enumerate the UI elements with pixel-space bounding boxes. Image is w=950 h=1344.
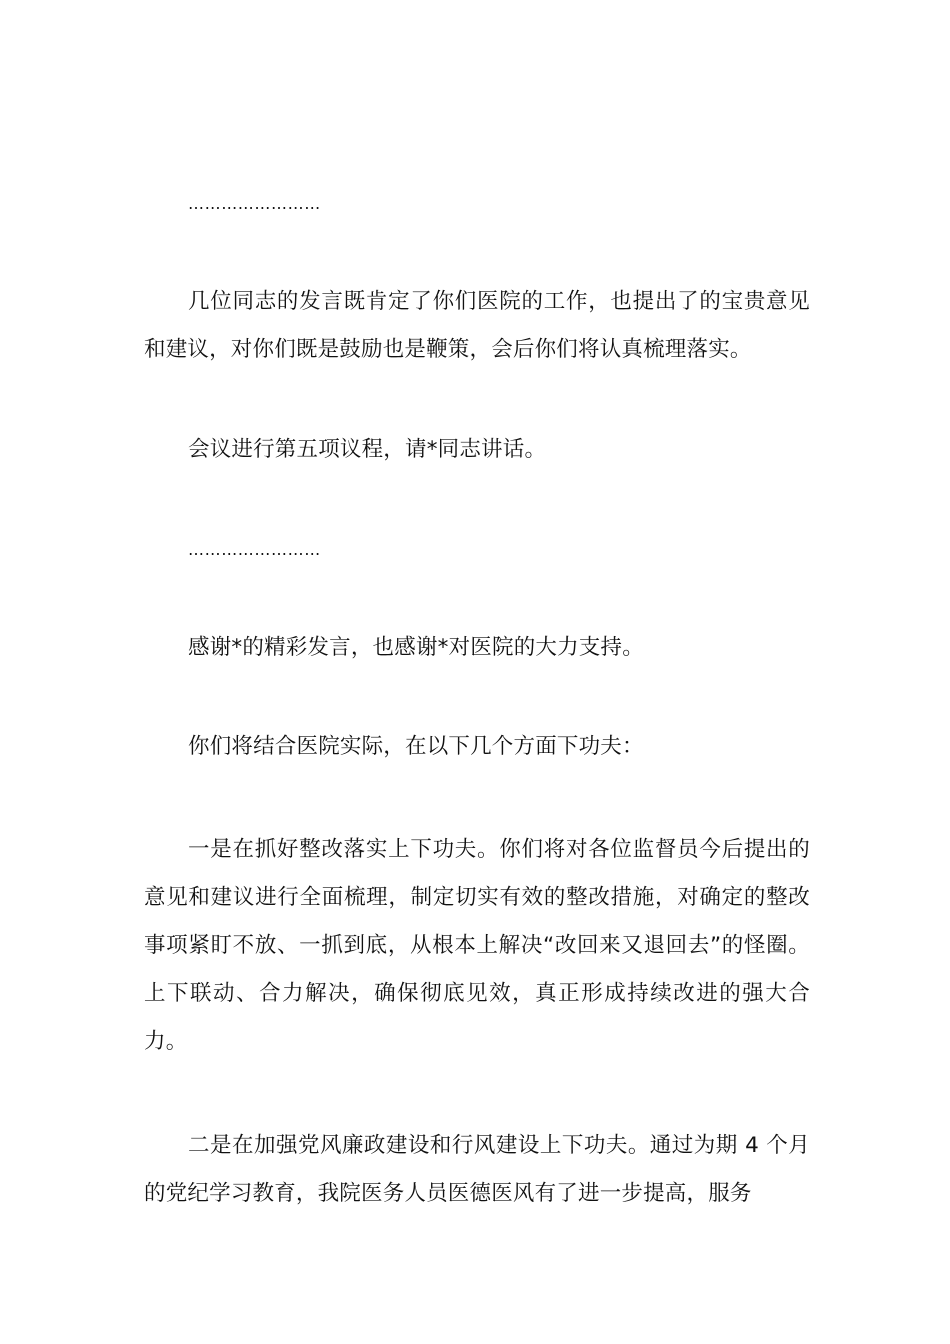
ellipsis-separator: …………………… bbox=[188, 194, 321, 213]
paragraph-agenda-item: 会议进行第五项议程，请*同志讲话。 bbox=[188, 437, 547, 462]
paragraph-feedback-summary: 几位同志的发言既肯定了你们医院的工作，也提出了的宝贵意见和建议，对你们既是鼓励也是鞭策，会后你们将认真梳理落实。 bbox=[144, 289, 810, 362]
ellipsis-separator: …………………… bbox=[188, 540, 321, 559]
paragraph-measure-two: 二是在加强党风廉政建设和行风建设上下功夫。通过为期 4 个月的党纪学习教育，我院医务人员医德医风有了进一步提高，服务 bbox=[144, 1133, 810, 1206]
paragraph-measure-one: 一是在抓好整改落实上下功夫。你们将对各位监督员今后提出的意见和建议进行全面梳理，制定切实有效的整改措施，对确定的整改事项紧盯不放、一抓到底，从根本上解决“改回来又退回去”的怪圈。上下联动、合力解决，确保彻底见效，真正形成持续改进的强大合力。 bbox=[144, 837, 810, 1054]
paragraph-intro-measures: 你们将结合医院实际，在以下几个方面下功夫： bbox=[188, 734, 644, 759]
paragraph-thanks: 感谢*的精彩发言，也感谢*对医院的大力支持。 bbox=[188, 635, 644, 660]
